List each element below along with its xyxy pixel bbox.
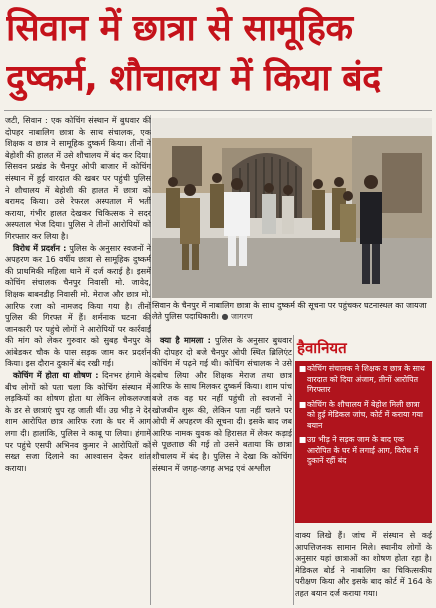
article-paragraph-protest: पुलिस के अनुसार स्वजनों ने अपहरण कर 16 वर्षीय छात्रा से सामूहिक दुष्कर्म की प्राथमिकी महिला थाने में दर्ज कराई है। इसमें कोचिंग संचालक चैनपुर निवासी मो. जावेद, शिक्षक बाबनडीह निवासी मो. मेराज और छात्र मो. आरिफ रजा को नामजद किया गया है। तीनों पुलिस की गिरफ्त में हैं। शर्मनाक घटना की जानकारी पर पहुंचे लोगों ने आरोपियों पर कार्रवाई की मांग को लेकर गुरुवार को सुबह चैनपुर के आंबेडकर चौक के पास सड़क जाम कर प्रदर्शन किया। इस दौरान दुकानें बंद रखी गई। bbox=[5, 242, 151, 369]
photo-byline: ● जागरण bbox=[221, 312, 253, 321]
bullet-icon: ■ bbox=[299, 399, 307, 409]
police-scene-image bbox=[152, 118, 432, 298]
headline-line-1: सिवान में छात्रा से सामूहिक bbox=[6, 8, 353, 49]
sidebar-item bbox=[299, 435, 428, 467]
article-paragraph-conclusion: वाक्य लिखे हैं। जांच में संस्थान से कई आपत्तिजनक सामान मिले। स्थानीय लोगों के अनुसार यहां छात्राओं का शोषण होता रहा है। मेडिकल बोर्ड ने नाबालिग का चिकित्सकीय परीक्षण किया और इसके बाद कोर्ट में 164 के तहत बयान दर्ज कराया गया। bbox=[295, 530, 432, 598]
sidebar-item bbox=[299, 364, 428, 396]
article-column-middle bbox=[152, 335, 292, 605]
headline-line-2: दुष्कर्म, शौचालय में किया बंद bbox=[6, 58, 381, 99]
photo-caption bbox=[152, 300, 432, 322]
subhead-exploitation: कोचिंग में होता था शोषण : bbox=[13, 370, 99, 381]
bullet-icon: ■ bbox=[299, 435, 307, 444]
article-column-left bbox=[5, 115, 151, 605]
sidebar-item-text: उग्र भीड़ ने सड़क जाम के बाद एक आरोपित के घर में लगाई आग, विरोध में दुकानें रहीं बंद bbox=[307, 435, 419, 465]
headline-divider bbox=[4, 110, 432, 111]
sidebar-box bbox=[295, 335, 432, 525]
sidebar-heading: हैवानियत bbox=[297, 339, 347, 357]
bullet-icon: ■ bbox=[299, 364, 307, 373]
sidebar-item-text: कोचिंग के शौचालय में बेहोश मिली छात्रा को हुई मेडिकल जांच, कोर्ट में कराया गया बयान bbox=[307, 399, 423, 430]
sidebar-body bbox=[295, 361, 432, 523]
subhead-what-happened: क्या है मामला : bbox=[160, 335, 211, 345]
news-photo bbox=[152, 118, 432, 298]
article-paragraph-incident: पुलिस के अनुसार बुधवार की दोपहर दो बजे चैनपुर ओपी स्थित ब्रिलिएंट कोचिंग में पढ़ने गई थी। कोचिंग संचालक ने उसे दबोच लिया और शिक्षक मेराज तथा छात्र आरिफ के साथ मिलकर दुष्कर्म किया। शाम पांच बजे तक वह घर नहीं पहुंची तो स्वजनों ने खोजबीन शुरू की, लेकिन पता नहीं चलने पर ओपी में अपहरण की सूचना दी। इसके बाद जब आरिफ नामक युवक को हिरासत में लेकर कड़ाई से पूछताछ की गई तो उसने बताया कि छात्रा शौचालय में बंद है। पुलिस ने देखा कि कोचिंग संस्थान में जगह-जगह अभद्र एवं अश्लील bbox=[152, 335, 292, 473]
article-intro: जटी, सिवान : एक कोचिंग संस्थान में बुधवार की दोपहर नाबालिग छात्रा के साथ संचालक, एक शिक्षक व छात्र ने सामूहिक दुष्कर्म किया। तीनों ने बेहोशी की हालत में उसे शौचालय में बंद कर दिया। सिसवन प्रखंड के चैनपुर ओपी बाजार में कोचिंग संस्थान में हुई वारदात की खबर पर पहुंची पुलिस ने शौचालय में बेहोशी की हालत में छात्रा को बरामद किया। उसे रेफरल अस्पताल में भर्ती कराया, गंभीर हालत देखकर चिकित्सक ने सदर अस्पताल भेज दिया। पुलिस ने तीनों आरोपियों को गिरफ्तार कर लिया है। bbox=[5, 115, 151, 241]
column-divider-right bbox=[293, 335, 294, 605]
article-paragraph-exploitation: दिनभर हंगामे के बीच लोगों को पता चला कि कोचिंग संस्थान में लड़कियों का शोषण होता था लेकिन लोकलज्जा के डर से छात्राएं चुप रह जाती थीं। उग्र भीड़ ने देर शाम आरोपित छात्र आरिफ रजा के घर में आग लगा दी। हालांकि, पुलिस ने काबू पा लिया। हंगामे पर पहुंचे एसपी अभिनव कुमार ने आरोपितों को सख्त सजा दिलाने का आश्वासन देकर शांत कराया। bbox=[5, 370, 151, 473]
headline bbox=[6, 4, 432, 104]
article-column-right bbox=[295, 530, 432, 605]
subhead-protest: विरोध में प्रदर्शन : bbox=[13, 242, 67, 253]
photo-caption-text: सिवान के चैनपुर में नाबालिग छात्रा के साथ दुष्कर्म की सूचना पर पहुंचकर घटनास्थल का जायजा लेते पुलिस पदाधिकारी। bbox=[152, 301, 427, 321]
sidebar-item bbox=[299, 400, 428, 432]
sidebar-item-text: कोचिंग संचालक ने शिक्षक व छात्र के साथ वारदात को दिया अंजाम, तीनों आरोपित गिरफ्तार bbox=[307, 364, 425, 394]
